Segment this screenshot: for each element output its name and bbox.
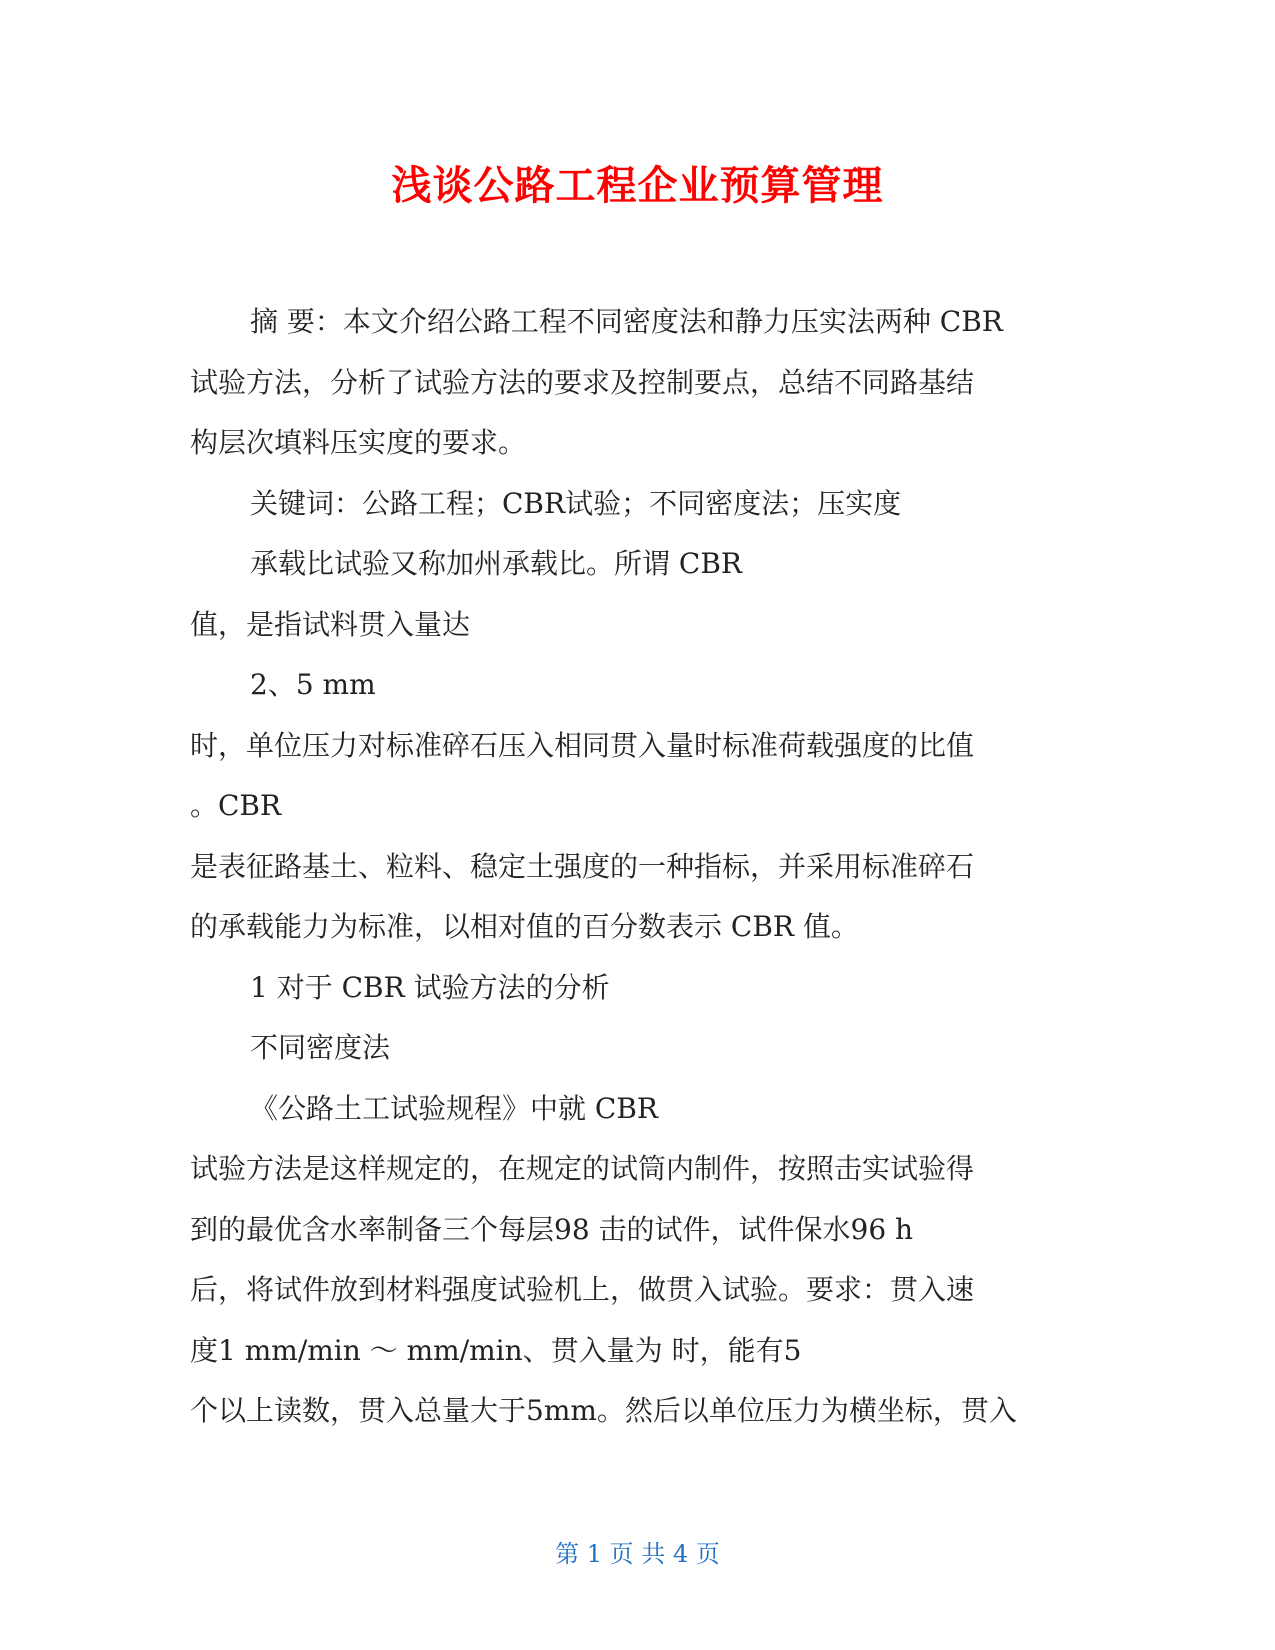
- section-heading: 1 对于 CBR 试验方法的分析: [250, 970, 610, 1004]
- abstract-line-1: 摘 要：本文介绍公路工程不同密度法和静力压实法两种 CBR: [250, 305, 1003, 338]
- body-line: 后，将试件放到材料强度试验机上，做贯入试验。要求：贯入速: [190, 1273, 975, 1306]
- document-body: [190, 292, 1090, 1442]
- subsection-heading: 不同密度法: [250, 1031, 391, 1064]
- page-number-footer: 第 1 页 共 4 页: [555, 1540, 720, 1568]
- abstract-line-2: 试验方法，分析了试验方法的要求及控制要点，总结不同路基结: [190, 365, 975, 399]
- body-line: 《公路土工试验规程》中就 CBR: [250, 1091, 658, 1125]
- body-line: 的承载能力为标准，以相对值的百分数表示 CBR 值。: [190, 910, 859, 943]
- body-line: 值，是指试料贯入量达: [190, 607, 471, 641]
- body-line: 2、5 mm: [250, 668, 376, 701]
- body-line: 。CBR: [190, 789, 282, 822]
- abstract-line-3: 构层次填料压实度的要求。: [190, 426, 527, 459]
- body-line: 个以上读数，贯入总量大于5mm。然后以单位压力为横坐标，贯入: [190, 1394, 1017, 1427]
- body-line: 试验方法是这样规定的，在规定的试筒内制件，按照击实试验得: [190, 1152, 975, 1185]
- body-line: 到的最优含水率制备三个每层98 击的试件，试件保水96 h: [190, 1212, 914, 1246]
- body-line: 时，单位压力对标准碎石压入相同贯入量时标准荷载强度的比值: [190, 728, 975, 762]
- body-line: 是表征路基土、粒料、稳定土强度的一种指标，并采用标准碎石: [190, 849, 975, 883]
- page-title: 浅谈公路工程企业预算管理: [391, 163, 884, 209]
- body-line: 承载比试验又称加州承载比。所谓 CBR: [250, 547, 742, 580]
- keywords-line: 关键词：公路工程；CBR试验；不同密度法；压实度: [250, 486, 902, 520]
- body-line: 度1 mm/min ～ mm/min、贯入量为 时，能有5: [190, 1333, 802, 1367]
